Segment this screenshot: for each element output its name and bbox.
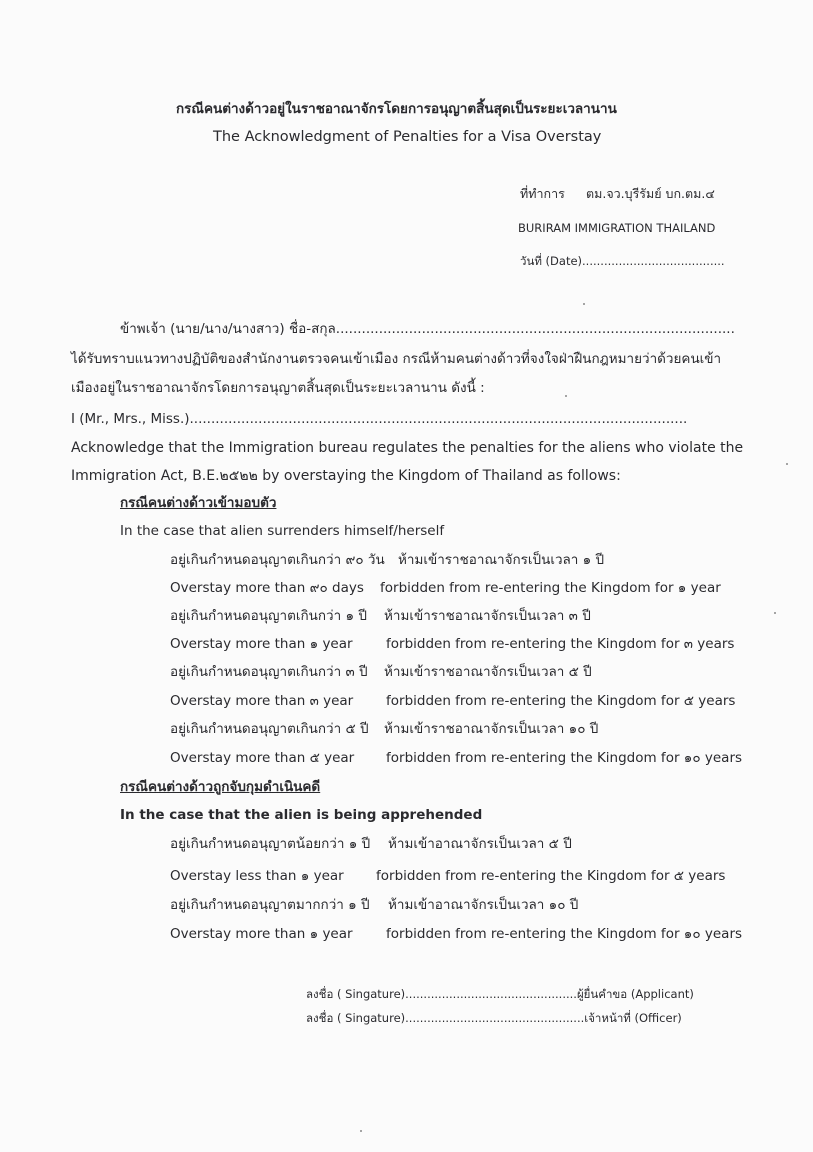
scan-speck	[583, 303, 585, 305]
apprehended-row-2-thai-condition: อยู่เกินกำหนดอนุญาตมากกว่า ๑ ปี	[170, 897, 370, 913]
date-line: วันที่ (Date).......................................	[520, 254, 725, 268]
surrender-row-1-thai-condition: อยู่เกินกำหนดอนุญาตเกินกว่า ๙๐ วัน	[170, 552, 385, 568]
apprehended-row-2-english-condition: Overstay more than ๑ year	[170, 926, 353, 942]
surrender-row-1-thai-penalty: ห้ามเข้าราชอาณาจักรเป็นเวลา ๑ ปี	[398, 552, 605, 568]
apprehended-row-1-english-penalty: forbidden from re-entering the Kingdom for ๕ years	[376, 868, 726, 884]
scan-speck	[565, 395, 567, 397]
section-surrender-heading-thai: กรณีคนต่างด้าวเข้ามอบตัว	[120, 495, 277, 511]
surrender-row-4-thai-condition: อยู่เกินกำหนดอนุญาตเกินกว่า ๕ ปี	[170, 721, 369, 737]
name-line-english: I (Mr., Mrs., Miss.)....................................................................................................................	[71, 411, 688, 427]
apprehended-row-2-thai-penalty: ห้ามเข้าอาณาจักรเป็นเวลา ๑๐ ปี	[388, 897, 579, 913]
apprehended-row-1-english-condition: Overstay less than ๑ year	[170, 868, 344, 884]
section-surrender-heading-english: In the case that alien surrenders himself/herself	[120, 523, 445, 539]
office-place-label: ที่ทำการ	[520, 186, 565, 201]
surrender-row-1-english-condition: Overstay more than ๙๐ days	[170, 580, 364, 596]
surrender-row-2-thai-penalty: ห้ามเข้าราชอาณาจักรเป็นเวลา ๓ ปี	[384, 608, 591, 624]
scan-speck	[360, 1130, 362, 1132]
title-thai: กรณีคนต่างด้าวอยู่ในราชอาณาจักรโดยการอนุญาตสิ้นสุดเป็นระยะเวลานาน	[176, 101, 617, 117]
surrender-row-2-english-penalty: forbidden from re-entering the Kingdom for ๓ years	[386, 636, 735, 652]
surrender-row-1-english-penalty: forbidden from re-entering the Kingdom for ๑ year	[380, 580, 721, 596]
office-place-value: ตม.จว.บุรีรัมย์ บก.ตม.๔	[586, 186, 715, 201]
signature-applicant: ลงชื่อ ( Singature)...............................................ผู้ยื่นคำขอ (Applicant)	[306, 987, 694, 1001]
ack-english-2: Immigration Act, B.E.๒๕๒๒ by overstaying the Kingdom of Thailand as follows:	[71, 468, 621, 484]
surrender-row-4-english-condition: Overstay more than ๕ year	[170, 750, 355, 766]
office-name: BURIRAM IMMIGRATION THAILAND	[518, 221, 716, 235]
apprehended-row-1-thai-penalty: ห้ามเข้าอาณาจักรเป็นเวลา ๕ ปี	[388, 836, 572, 852]
title-english: The Acknowledgment of Penalties for a Visa Overstay	[213, 129, 602, 145]
signature-officer: ลงชื่อ ( Singature).................................................เจ้าหน้าที่ (Officer)	[306, 1011, 682, 1025]
apprehended-row-2-english-penalty: forbidden from re-entering the Kingdom for ๑๐ years	[386, 926, 743, 942]
section-apprehended-heading-english: In the case that the alien is being apprehended	[120, 807, 483, 823]
surrender-row-3-english-penalty: forbidden from re-entering the Kingdom for ๕ years	[386, 693, 736, 709]
scan-speck	[786, 463, 788, 465]
surrender-row-3-thai-penalty: ห้ามเข้าราชอาณาจักรเป็นเวลา ๕ ปี	[384, 664, 592, 680]
ack-thai-2: เมืองอยู่ในราชอาณาจักรโดยการอนุญาตสิ้นสุดเป็นระยะเวลานาน ดังนี้ :	[71, 380, 485, 396]
surrender-row-4-english-penalty: forbidden from re-entering the Kingdom for ๑๐ years	[386, 750, 743, 766]
surrender-row-3-thai-condition: อยู่เกินกำหนดอนุญาตเกินกว่า ๓ ปี	[170, 664, 368, 680]
surrender-row-2-english-condition: Overstay more than ๑ year	[170, 636, 353, 652]
surrender-row-2-thai-condition: อยู่เกินกำหนดอนุญาตเกินกว่า ๑ ปี	[170, 608, 367, 624]
surrender-row-3-english-condition: Overstay more than ๓ year	[170, 693, 354, 709]
ack-english-1: Acknowledge that the Immigration bureau regulates the penalties for the aliens who violate the	[71, 440, 744, 456]
scan-speck	[774, 612, 776, 614]
surrender-row-4-thai-penalty: ห้ามเข้าราชอาณาจักรเป็นเวลา ๑๐ ปี	[384, 721, 599, 737]
section-apprehended-heading-thai: กรณีคนต่างด้าวถูกจับกุมดำเนินคดี	[120, 779, 321, 795]
ack-thai-1: ได้รับทราบแนวทางปฏิบัติของสำนักงานตรวจคนเข้าเมือง กรณีห้ามคนต่างด้าวที่จงใจฝ่าฝืนกฎหมายว่าด้วยคนเข้า	[71, 351, 722, 367]
apprehended-row-1-thai-condition: อยู่เกินกำหนดอนุญาตน้อยกว่า ๑ ปี	[170, 836, 371, 852]
name-line-thai: ข้าพเจ้า (นาย/นาง/นางสาว) ชื่อ-สกุล.............................................................................................	[120, 321, 735, 337]
